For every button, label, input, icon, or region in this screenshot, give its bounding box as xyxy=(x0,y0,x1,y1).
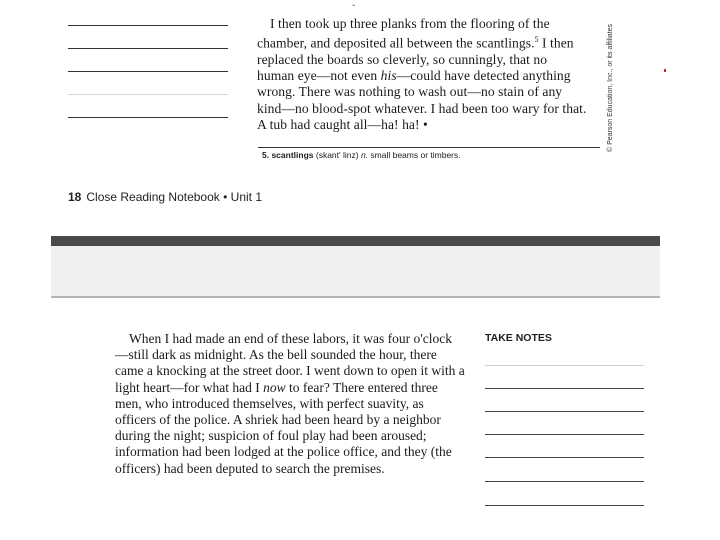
passage-text: When I had made an end of these labors, it was four o'clock—still dark as midnight. As the bell sounded the hour, there came a knocking at the street door. I went down to open it with a light heart—for what had I xyxy=(115,331,465,395)
red-dot-mark xyxy=(664,69,666,72)
note-line xyxy=(485,365,644,366)
passage-text: I then took up three planks from the flooring of the chamber, and deposited all between the scantlings. xyxy=(257,16,550,51)
footnote-definition: small beams or timbers. xyxy=(368,150,461,160)
top-passage xyxy=(257,4,587,133)
bottom-passage xyxy=(115,331,465,477)
note-line xyxy=(485,505,644,506)
footnote-pos: n. xyxy=(360,150,369,160)
note-line xyxy=(68,71,228,72)
footnote xyxy=(262,150,602,160)
italic-word: now xyxy=(263,379,286,395)
note-line xyxy=(485,481,644,482)
passage-text: to fear? There entered three men, who introduced themselves, with perfect suavity, as officers of the police. A shriek had been heard by a neighbor during the night; suspicion of foul play had been aroused; information had been lodged at the police office, and they (the officers) had been deputed to search the premises. xyxy=(115,379,452,476)
note-line xyxy=(68,94,228,95)
copyright-notice: © Pearson Education, Inc., or its affiliates xyxy=(607,24,614,152)
note-line xyxy=(485,411,644,412)
page-divider-dark-band xyxy=(51,236,660,246)
page-divider-light-band xyxy=(51,246,660,298)
footnote-marker: 5 xyxy=(534,35,539,45)
footer-title: Close Reading Notebook • Unit 1 xyxy=(86,190,262,204)
note-line xyxy=(68,117,228,118)
note-line xyxy=(485,434,644,435)
footnote-rule xyxy=(258,147,600,148)
note-line xyxy=(485,457,644,458)
page-number: 18 xyxy=(68,190,82,204)
footnote-term: 5. scantlings xyxy=(262,150,314,160)
note-line xyxy=(485,388,644,389)
italic-word: his xyxy=(380,68,397,84)
stray-mark: ˇ xyxy=(352,4,356,15)
bottom-passage-paragraph xyxy=(115,331,465,477)
passage-text: I then replaced the boards so cleverly, so cunningly, that no human eye—not even xyxy=(257,35,574,84)
take-notes-heading: TAKE NOTES xyxy=(485,332,552,344)
note-line xyxy=(68,25,228,26)
footnote-pronunciation: (skant' linz) xyxy=(313,150,361,160)
top-passage-paragraph xyxy=(257,16,587,133)
page-footer xyxy=(68,190,262,204)
passage-text: —could have detected anything wrong. There was nothing to wash out—no stain of any kind—no blood-spot whatever. I had been too wary for that. A tub had caught all—ha! ha! • xyxy=(257,68,587,132)
note-line xyxy=(68,48,228,49)
